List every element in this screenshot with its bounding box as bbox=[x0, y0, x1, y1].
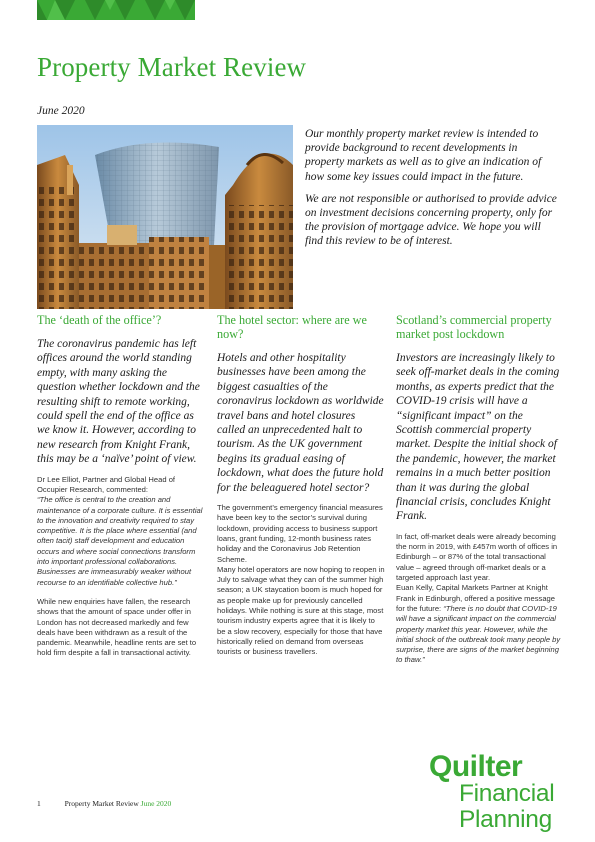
article-body: Many hotel operators are now hoping to reopen in July to salvage what they can of the summer high season; a UK staycation boom is much hoped for as people make up for previously cancelled holidays. While nothing is sure at this stage, most tourism industry experts agree that it is likely to be a slow recovery, especially for those that have historically relied on demand from overseas tourists or business travellers. bbox=[217, 564, 385, 657]
logo-line-1: Quilter bbox=[429, 750, 523, 783]
logo-line-2: Financial bbox=[459, 780, 555, 807]
article-death-of-office bbox=[37, 313, 205, 659]
article-lead: The coronavirus pandemic has left offices around the world standing empty, with many asking the question whether lockdown and the resulting shift to remote working, could spell the end of the office as we know it. However, according to new research from Knight Frank, this may be a ‘naïve’ point of view. bbox=[37, 338, 200, 466]
intro-section bbox=[305, 127, 557, 249]
intro-paragraph-2: We are not responsible or authorised to provide advice on investment decisions concerning property, only for the provision of mortgage advice. We hope you will find this review to be of interest. bbox=[305, 192, 557, 248]
article-heading: The ‘death of the office’? bbox=[37, 313, 162, 327]
logo-line-3: Planning bbox=[459, 806, 552, 833]
quote-attribution: Euan Kelly, Capital Markets Partner at Knight Frank in Edinburgh, offered a positive message for the future: bbox=[396, 583, 555, 613]
article-heading: Scotland’s commercial property market post lockdown bbox=[396, 313, 552, 341]
article-body: The government’s emergency financial measures have been key to the sector’s survival during lockdown, providing access to business support loans, grant funding, 12-month business rates holiday and the Coronavirus Job Retention Scheme. bbox=[217, 503, 383, 564]
header-pattern-band bbox=[37, 0, 195, 20]
article-body: In fact, off-market deals were already becoming the norm in 2019, with £457m worth of offices in Edinburgh – or 87% of the total transactional value – agreed through off-market deals or a targeted approach last year. bbox=[396, 531, 558, 583]
pull-quote-text: “There is no doubt that COVID-19 will have a significant impact on the commercial property market this year. However, while the initial shock of the outbreak took many people by surprise, there are signs of the market beginning to thaw.” bbox=[396, 603, 561, 665]
page-footer bbox=[37, 799, 171, 808]
pull-quote-text: “The office is central to the creation and maintenance of a corporate culture. It is essential to the innovation and creativity required to stay competitive. It is the place where essential (and often tacit) staff development and education occurs and where social connections transform into important professional collaborations. Businesses are immeasurably weaker without recourse to an identifiable collective hub.” bbox=[37, 495, 203, 587]
page-title: Property Market Review bbox=[37, 52, 307, 82]
article-lead: Hotels and other hospitality businesses have been among the biggest casualties of the coronavirus lockdown as worldwide travel bans and hotel closures called an unprecedented halt to tourism. As the UK government begins its gradual easing of lockdown, what does the future hold for the beleaguered hotel sector? bbox=[217, 352, 384, 494]
quote-attribution: Dr Lee Elliot, Partner and Global Head of Occupier Research, commented: bbox=[37, 474, 176, 494]
issue-date: June 2020 bbox=[37, 105, 85, 117]
intro-paragraph-1: Our monthly property market review is intended to provide background to recent developments in property markets as well as to give an indication of how some key issues could impact in the future. bbox=[305, 128, 542, 183]
article-heading: The hotel sector: where are we now? bbox=[217, 313, 367, 341]
footer-label: Property Market Review bbox=[64, 799, 139, 808]
article-hotel-sector bbox=[217, 313, 385, 658]
quilter-logo bbox=[429, 750, 569, 833]
article-lead: Investors are increasingly likely to seek off-market deals in the coming months, as experts predict that the COVID-19 crisis will have a “significant impact” on the Scottish commercial property market. Despite the initial shock of the pandemic, however, the market remains in a much better position than it was during the global financial crisis, concludes Knight Frank. bbox=[396, 352, 560, 523]
hero-city-image bbox=[37, 125, 293, 309]
pull-quote bbox=[37, 495, 205, 588]
footer-date: June 2020 bbox=[140, 799, 172, 808]
quote-paragraph bbox=[396, 583, 562, 665]
page-number: 1 bbox=[37, 799, 41, 808]
article-body: While new enquiries have fallen, the research shows that the amount of space under offer in London has not decreased markedly and few deals have been withdrawn as a result of the pandemic. Meanwhile, headline rents are set to hold firm despite a fall in transactional activity. bbox=[37, 596, 197, 658]
article-scotland-commercial bbox=[396, 313, 562, 666]
